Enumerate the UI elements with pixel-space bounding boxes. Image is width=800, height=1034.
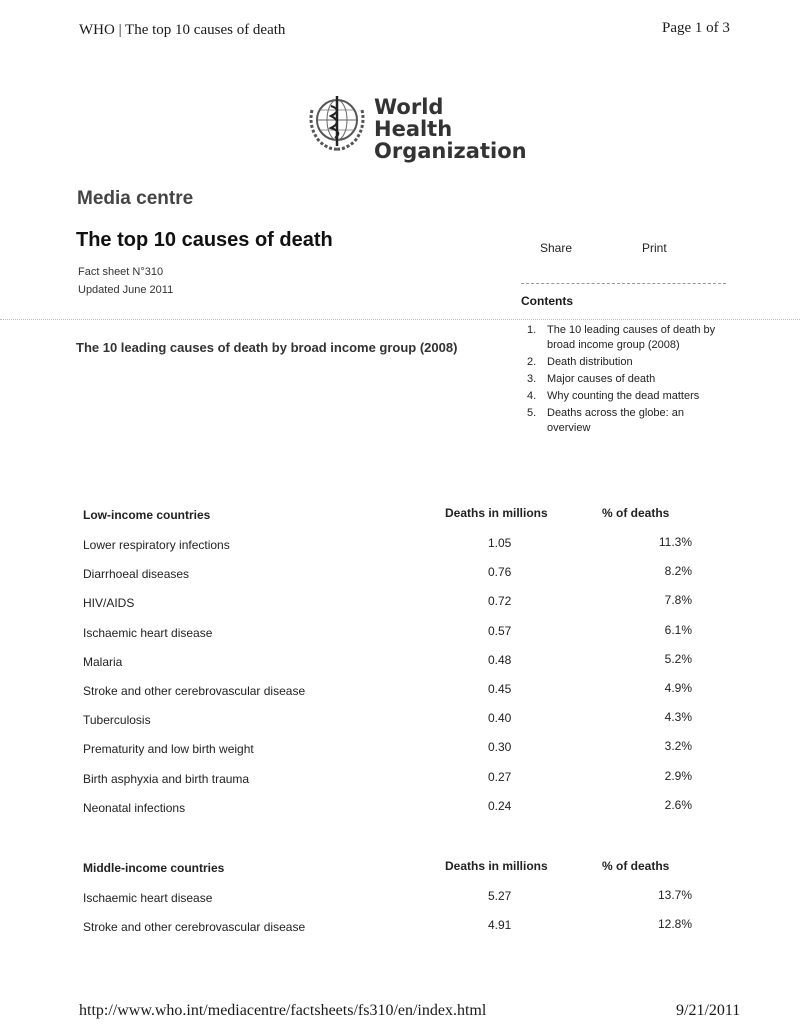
column-header-percent: % of deaths	[602, 506, 670, 520]
share-link[interactable]: Share	[540, 241, 573, 255]
percent-cell: 11.3%	[658, 535, 692, 549]
contents-item[interactable]	[527, 372, 727, 387]
logo-line-2: Organization	[374, 139, 527, 163]
column-header-deaths: Deaths in millions	[445, 506, 548, 520]
contents-item-number: 5.	[527, 407, 537, 419]
contents-item[interactable]	[527, 406, 727, 436]
contents-item[interactable]	[527, 389, 727, 404]
deaths-cell: 5.27	[488, 889, 512, 903]
deaths-cell: 0.24	[488, 798, 512, 813]
media-centre-heading: Media centre	[77, 188, 194, 209]
page-title: The top 10 causes of death	[76, 229, 333, 251]
table-header-row	[83, 502, 703, 531]
print-footer-date: 9/21/2011	[676, 1002, 741, 1019]
contents-item-label[interactable]: Deaths across the globe: an overview	[547, 407, 684, 434]
contents-item[interactable]	[527, 355, 727, 370]
contents-list	[527, 323, 727, 438]
print-footer-url: http://www.who.int/mediacentre/factsheets/fs310/en/index.html	[79, 1002, 487, 1019]
contents-item-number: 4.	[527, 390, 537, 402]
deaths-cell: 1.05	[488, 536, 512, 550]
percent-cell: 2.9%	[664, 768, 692, 783]
cause-cell: Stroke and other cerebrovascular disease	[83, 683, 306, 698]
cause-cell: Ischaemic heart disease	[83, 891, 213, 905]
cause-cell: Diarrhoeal diseases	[83, 567, 190, 582]
fact-sheet-number: Fact sheet N°310	[78, 266, 164, 278]
who-logo[interactable]	[306, 92, 527, 163]
deaths-cell: 4.91	[488, 918, 512, 933]
contents-item[interactable]	[527, 323, 727, 353]
table-row	[83, 531, 703, 560]
table-row	[83, 706, 703, 735]
percent-cell: 13.7%	[657, 888, 692, 902]
print-header-page: Page 1 of 3	[662, 20, 730, 36]
section-divider	[0, 319, 800, 320]
percent-cell: 2.6%	[664, 797, 692, 812]
divider	[521, 283, 726, 284]
table-row	[83, 677, 703, 706]
table-row	[83, 735, 703, 764]
percent-cell: 6.1%	[664, 622, 692, 637]
deaths-cell: 0.72	[488, 594, 512, 609]
table-row	[83, 619, 703, 648]
percent-cell: 4.9%	[664, 680, 692, 695]
cause-cell: Ischaemic heart disease	[83, 625, 213, 640]
contents-heading: Contents	[521, 294, 573, 308]
contents-item-label[interactable]: Why counting the dead matters	[547, 390, 700, 402]
table-row	[83, 765, 703, 794]
table-row	[83, 794, 703, 823]
cause-cell: Prematurity and low birth weight	[83, 742, 254, 757]
section-heading: The 10 leading causes of death by broad income group (2008)	[76, 340, 458, 355]
contents-item-number: 2.	[527, 356, 537, 368]
column-header-group: Middle-income countries	[83, 861, 225, 875]
cause-cell: Tuberculosis	[83, 713, 151, 728]
low-income-table	[83, 502, 703, 823]
who-emblem-icon	[306, 92, 368, 152]
percent-cell: 7.8%	[664, 593, 692, 608]
cause-cell: Lower respiratory infections	[83, 538, 230, 552]
deaths-cell: 0.76	[488, 565, 512, 580]
table-row	[83, 560, 703, 589]
column-header-deaths: Deaths in millions	[445, 859, 548, 873]
column-header-group: Low-income countries	[83, 508, 211, 522]
column-header-percent: % of deaths	[602, 859, 670, 873]
cause-cell: HIV/AIDS	[83, 596, 135, 611]
cause-cell: Neonatal infections	[83, 800, 186, 815]
table-row	[83, 884, 703, 913]
contents-item-label[interactable]: Major causes of death	[547, 373, 656, 385]
updated-date: Updated June 2011	[78, 284, 174, 296]
percent-cell: 5.2%	[664, 651, 692, 666]
print-link[interactable]: Print	[642, 241, 667, 255]
contents-item-number: 3.	[527, 373, 537, 385]
cause-cell: Malaria	[83, 654, 123, 669]
table-row	[83, 648, 703, 677]
table-header-row	[83, 855, 703, 884]
middle-income-table	[83, 855, 703, 942]
percent-cell: 3.2%	[664, 739, 692, 754]
deaths-cell: 0.57	[488, 623, 512, 638]
contents-item-label[interactable]: Death distribution	[547, 356, 633, 368]
print-header-title: WHO | The top 10 causes of death	[79, 22, 286, 38]
table-row	[83, 913, 703, 942]
logo-line-1: World Health	[374, 95, 453, 141]
table-row	[83, 589, 703, 618]
cause-cell: Stroke and other cerebrovascular disease	[83, 920, 306, 935]
deaths-cell: 0.40	[488, 711, 512, 726]
deaths-cell: 0.30	[488, 740, 512, 755]
percent-cell: 12.8%	[657, 917, 692, 932]
cause-cell: Birth asphyxia and birth trauma	[83, 771, 250, 786]
contents-item-number: 1.	[527, 324, 537, 336]
contents-item-label[interactable]: The 10 leading causes of death by broad income group (2008)	[547, 324, 716, 351]
deaths-cell: 0.45	[488, 681, 512, 696]
deaths-cell: 0.48	[488, 652, 512, 667]
percent-cell: 4.3%	[664, 710, 692, 725]
deaths-cell: 0.27	[488, 769, 512, 784]
percent-cell: 8.2%	[664, 564, 692, 579]
